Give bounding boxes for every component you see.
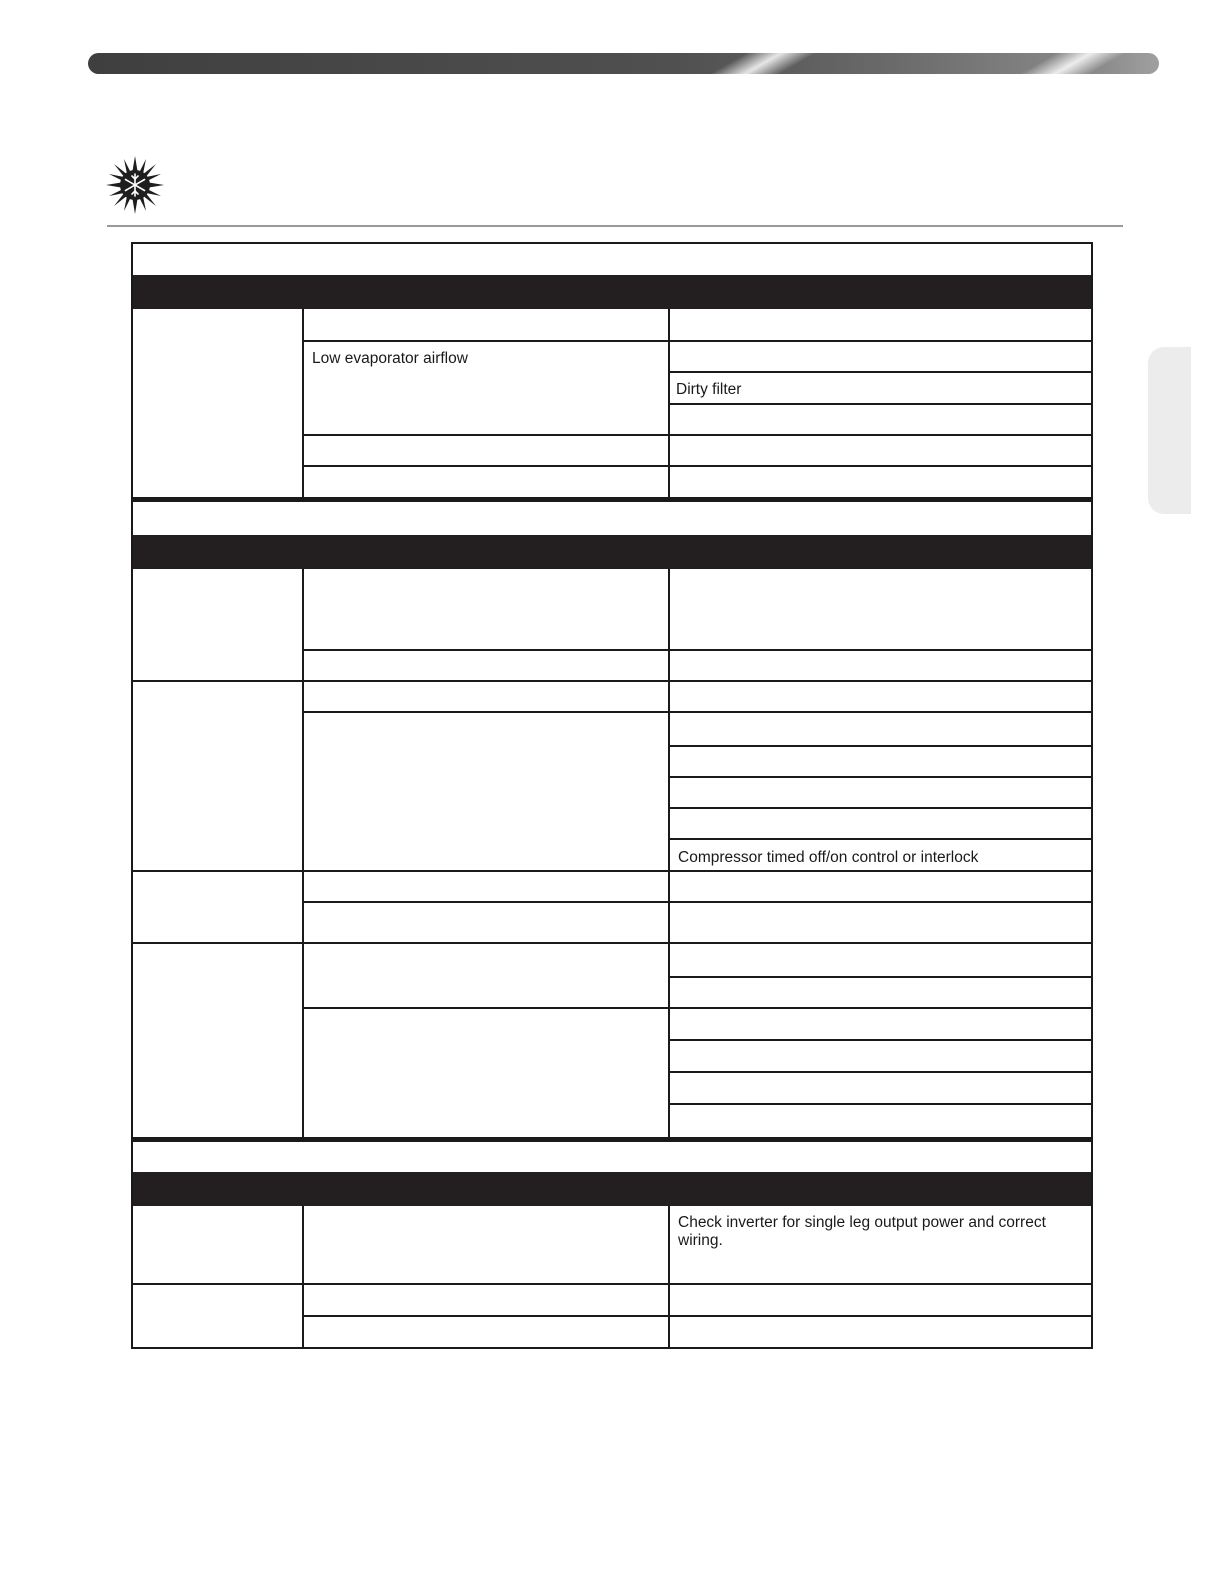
- row-rule: [668, 807, 1093, 809]
- table-border: [1091, 242, 1093, 1349]
- header-bar: [88, 53, 1159, 74]
- column-divider: [302, 569, 304, 1137]
- row-rule: [668, 1071, 1093, 1073]
- section-header-band: [131, 1172, 1093, 1206]
- section-header-band: [131, 535, 1093, 569]
- chapter-side-tab: [1148, 347, 1191, 514]
- row-rule: [668, 1103, 1093, 1105]
- row-rule: [131, 1283, 1093, 1285]
- section-separator: [131, 497, 1093, 502]
- section-header-band: [131, 275, 1093, 309]
- row-rule: [302, 434, 1093, 436]
- row-rule: [302, 1315, 1093, 1317]
- table-cell: Compressor timed off/on control or interlock: [678, 849, 979, 866]
- table-border: [131, 242, 133, 1349]
- table-cell: Check inverter for single leg output power and correct wiring.: [678, 1214, 1046, 1249]
- column-divider: [302, 309, 304, 497]
- row-rule: [668, 976, 1093, 978]
- row-rule: [668, 745, 1093, 747]
- row-rule: [668, 776, 1093, 778]
- section-separator: [131, 1137, 1093, 1142]
- row-rule: [131, 870, 1093, 872]
- troubleshooting-table: [131, 242, 1093, 1349]
- row-rule: [302, 711, 1093, 713]
- snowflake-sun-icon: [106, 156, 164, 214]
- table-border: [131, 242, 1093, 244]
- column-divider: [302, 1206, 304, 1348]
- row-rule: [668, 1039, 1093, 1041]
- header-bar-streak: [703, 53, 823, 74]
- row-rule: [302, 901, 1093, 903]
- section-divider: [107, 225, 1123, 227]
- row-rule: [131, 680, 1093, 682]
- row-rule: [131, 942, 1093, 944]
- table-border: [131, 1347, 1093, 1349]
- row-rule: [302, 465, 1093, 467]
- header-bar-streak: [1013, 53, 1133, 74]
- row-rule: [668, 838, 1093, 840]
- table-cell: Low evaporator airflow: [312, 350, 468, 367]
- table-cell: Dirty filter: [676, 381, 742, 398]
- row-rule: [302, 1007, 1093, 1009]
- row-rule: [302, 649, 1093, 651]
- row-rule: [668, 403, 1093, 405]
